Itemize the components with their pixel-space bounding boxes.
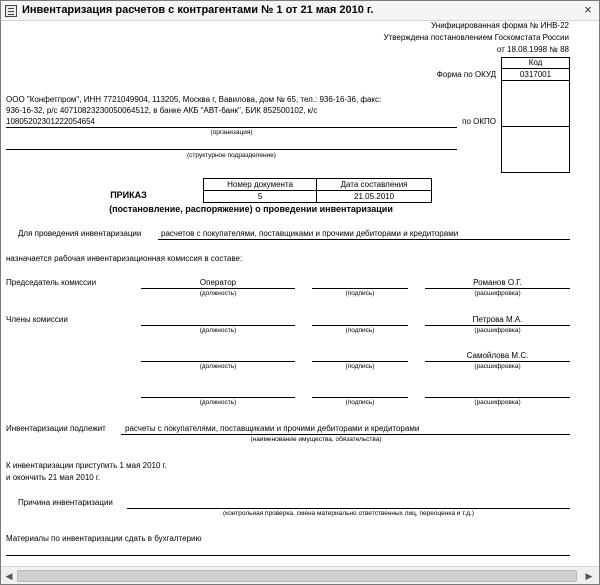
scroll-left-icon[interactable]: ◀ bbox=[5, 571, 13, 581]
members-label: Члены комиссии bbox=[6, 315, 68, 324]
order-title: ПРИКАЗ bbox=[110, 190, 147, 200]
member-2-signature-line bbox=[312, 361, 408, 362]
chairman-position-line bbox=[141, 288, 295, 289]
subject-underline bbox=[121, 434, 570, 435]
division-caption: (структурное подразделение) bbox=[187, 152, 276, 159]
member-2-position-caption: (должность) bbox=[199, 363, 237, 370]
member-1-decode-line bbox=[425, 325, 570, 326]
materials-text: Материалы по инвентаризации сдать в бухгалтерию bbox=[6, 534, 202, 543]
form-inv22 bbox=[1, 21, 599, 566]
organization-underline bbox=[6, 127, 457, 128]
approved-by-label: Утверждена постановлением Госкомстата России bbox=[383, 33, 569, 42]
member-1-decode-caption: (расшифровка) bbox=[474, 327, 521, 334]
code-box bbox=[501, 57, 570, 173]
chairman-decode-caption: (расшифровка) bbox=[474, 290, 521, 297]
organization-line-2: 936-16-32, р/с 40710823230050064512, в банке АКБ "АВТ-банк", БИК 852500102, к/с bbox=[6, 106, 318, 115]
reason-underline bbox=[127, 508, 570, 509]
chairman-position-caption: (должность) bbox=[199, 290, 237, 297]
okpo-value[interactable] bbox=[502, 81, 569, 127]
chairman-decode-line bbox=[425, 288, 570, 289]
subject-label: Инвентаризации подлежит bbox=[6, 424, 106, 433]
member-1-name[interactable]: Петрова М.А. bbox=[472, 315, 523, 324]
okud-value: 0317001 bbox=[502, 69, 569, 81]
start-text: К инвентаризации приступить 1 мая 2010 г. bbox=[6, 461, 167, 470]
member-2-decode-line bbox=[425, 361, 570, 362]
chairman-label: Председатель комиссии bbox=[6, 278, 97, 287]
date-value[interactable]: 21.05.2010 bbox=[317, 191, 432, 203]
purpose-value[interactable]: расчетов с покупателями, поставщиками и прочими дебиторами и кредиторами bbox=[161, 229, 459, 238]
reason-label: Причина инвентаризации bbox=[18, 498, 113, 507]
date-header: Дата составления bbox=[317, 179, 432, 191]
horizontal-scrollbar[interactable] bbox=[1, 566, 599, 584]
member-3-position-caption: (должность) bbox=[199, 399, 237, 406]
member-3-position-line bbox=[141, 397, 295, 398]
doc-number-header: Номер документа bbox=[204, 179, 317, 191]
chairman-name[interactable]: Романов О.Г. bbox=[473, 278, 522, 287]
organization-line-3: 10805202301222054654 bbox=[6, 117, 95, 126]
member-2-name[interactable]: Самойлова М.С. bbox=[466, 351, 529, 360]
materials-underline bbox=[6, 555, 570, 556]
organization-caption: (организация) bbox=[210, 129, 253, 136]
purpose-underline bbox=[158, 239, 570, 240]
subject-caption: (наименование имущества, обязательства) bbox=[250, 436, 382, 443]
division-underline bbox=[6, 149, 457, 150]
okpo-label: по ОКПО bbox=[462, 117, 496, 126]
approved-date-label: от 18.08.1998 № 88 bbox=[496, 45, 569, 54]
window-title: Инвентаризация расчетов с контрагентами № 1 от 21 мая 2010 г. bbox=[22, 4, 374, 16]
okud-label: Форма по ОКУД bbox=[436, 70, 496, 79]
chairman-signature-caption: (подпись) bbox=[345, 290, 375, 297]
member-3-signature-line bbox=[312, 397, 408, 398]
scroll-right-icon[interactable]: ▶ bbox=[585, 571, 593, 581]
commission-text: назначается рабочая инвентаризационная комиссия в составе: bbox=[6, 254, 243, 263]
member-1-position-line bbox=[141, 325, 295, 326]
member-3-decode-caption: (расшифровка) bbox=[474, 399, 521, 406]
code-header: Код bbox=[502, 58, 569, 69]
reason-caption: (контрольная проверка, смена материально ответственных лиц, переоценка и т.д.) bbox=[222, 510, 474, 517]
document-icon bbox=[5, 5, 17, 17]
member-2-signature-caption: (подпись) bbox=[345, 363, 375, 370]
close-button[interactable]: × bbox=[584, 2, 592, 17]
end-text: и окончить 21 мая 2010 г. bbox=[6, 473, 101, 482]
scrollbar-thumb[interactable] bbox=[17, 570, 577, 582]
chairman-signature-line bbox=[312, 288, 408, 289]
order-subtitle: (постановление, распоряжение) о проведении инвентаризации bbox=[109, 204, 393, 214]
member-3-signature-caption: (подпись) bbox=[345, 399, 375, 406]
member-1-signature-caption: (подпись) bbox=[345, 327, 375, 334]
member-1-position-caption: (должность) bbox=[199, 327, 237, 334]
subject-value[interactable]: расчеты с покупателями, поставщиками и прочими дебиторами и кредиторами bbox=[125, 424, 420, 433]
title-bar[interactable] bbox=[1, 1, 599, 21]
doc-number-date-table bbox=[203, 178, 432, 203]
member-1-signature-line bbox=[312, 325, 408, 326]
chairman-position[interactable]: Оператор bbox=[199, 278, 237, 287]
unified-form-label: Унифицированная форма № ИНВ-22 bbox=[431, 21, 569, 30]
doc-number-value[interactable]: 5 bbox=[204, 191, 317, 203]
member-2-position-line bbox=[141, 361, 295, 362]
member-2-decode-caption: (расшифровка) bbox=[474, 363, 521, 370]
purpose-label: Для проведения инвентаризации bbox=[18, 229, 142, 238]
organization-line-1: ООО "Конфетпром", ИНН 7721049904, 113205, Москва г, Вавилова, дом № 65, тел.: 936-16-36, факс: bbox=[6, 95, 382, 104]
member-3-decode-line bbox=[425, 397, 570, 398]
